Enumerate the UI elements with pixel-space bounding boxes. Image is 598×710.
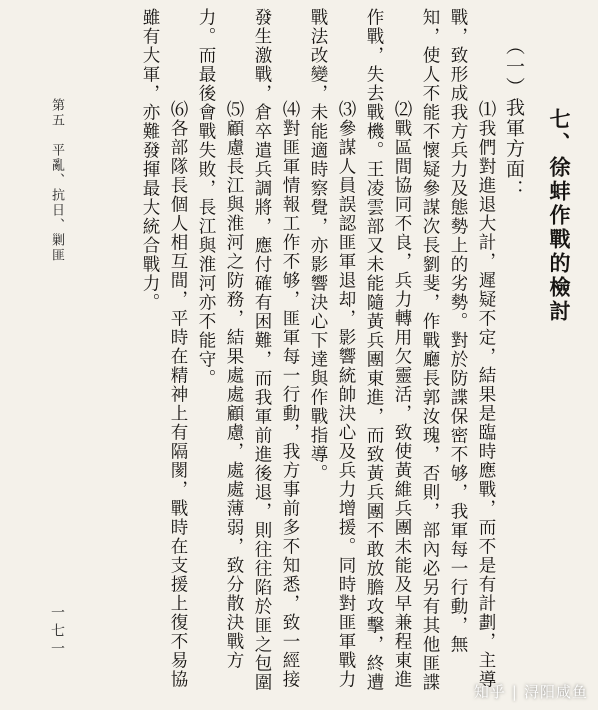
body-line-11: 力。而最後會戰失敗，長江與淮河亦不能守。 [196,8,216,388]
body-line-5: 作戰，失去戰機。王凌雲部又未能隨黃兵團東進，而致黃兵團不敢放膽攻擊，終遭 [364,8,384,692]
body-line-4: ⑵戰區間協同不良，兵力轉用欠靈活，致使黃維兵團未能及早兼程東進 [392,100,412,689]
watermark-site: 知乎 [473,683,506,701]
body-line-9: 發生激戰，倉卒遣兵調將，應付確有困難，而我軍前進後退，則往往陷於匪之包圍 [252,8,272,692]
body-line-12: ⑹各部隊長個人相互間，平時在精神上有隔閡，戰時在支援上復不易協 [168,100,188,689]
watermark-separator: | [511,683,518,701]
chapter-title: 七、徐蚌作戰的檢討 [547,108,572,324]
watermark-author: 浔阳咸鱼 [523,683,588,701]
body-line-8: ⑷對匪軍情報工作不够，匪軍每一行動，我方事前多不知悉，致一經接 [280,100,300,689]
page-number: 一七一 [49,605,65,659]
body-line-3: 知，使人不能不懷疑參謀次長劉斐，作戰廳長郭汝瑰，否則，部內必另有其他匪諜 [420,8,440,692]
section-title: （一）我軍方面： [503,36,525,200]
body-line-7: 戰法改變，未能適時察覺，亦影響決心下達與作戰指導。 [308,8,328,483]
watermark [474,681,588,702]
body-line-13: 雖有大軍，亦難發揮最大統合戰力。 [140,8,160,312]
running-head: 第五 平亂、抗日、剿匪 [49,98,64,263]
body-line-1: ⑴我們對進退大計，遲疑不定，結果是臨時應戰，而不是有計劃，主導 [476,100,496,689]
body-line-10: ⑸顧慮長江與淮河之防務，結果處處顧慮，處處薄弱，致分散決戰方 [224,100,244,670]
body-line-6: ⑶參謀人員誤認匪軍退却，影響統帥決心及兵力增援。同時對匪軍戰力 [336,100,356,689]
body-line-2: 戰，致形成我方兵力及態勢上的劣勢。對於防諜保密不够，我軍每一行動，無 [448,8,468,654]
